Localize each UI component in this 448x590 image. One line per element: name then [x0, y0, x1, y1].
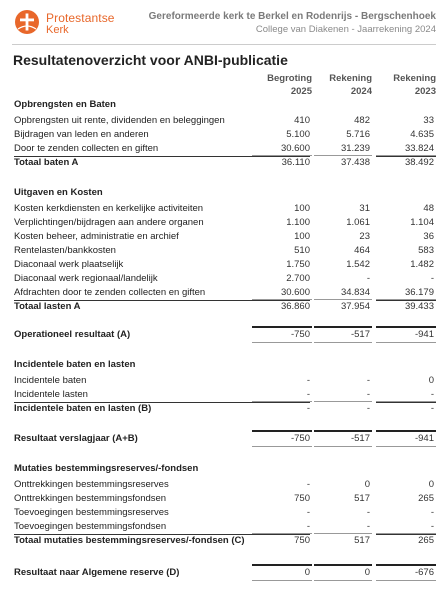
row-value-col3: - [430, 403, 434, 414]
row-value-col1: -750 [290, 433, 310, 444]
row-value-col2: 1.542 [346, 259, 370, 270]
row-value-col2: - [366, 389, 370, 400]
row-value-col3: -676 [414, 567, 434, 578]
total-row [0, 156, 448, 169]
row-value-col3: - [430, 521, 434, 532]
row-label: Resultaat naar Algemene reserve (D) [14, 567, 180, 578]
row-value-col1: 750 [294, 493, 310, 504]
row-label: Afdrachten door te zenden collecten en giften [14, 287, 206, 298]
row-value-col2: 1.061 [346, 217, 370, 228]
row-value-col2: 23 [359, 231, 370, 242]
subtotal-rule [314, 533, 372, 534]
table-row [0, 230, 448, 243]
row-value-col2: -517 [350, 433, 370, 444]
result-row [0, 328, 448, 341]
row-label: Bijdragen van leden en anderen [14, 129, 149, 140]
row-value-col2: 464 [354, 245, 370, 256]
row-label: Opbrengsten en Baten [14, 99, 116, 110]
row-value-col2: -517 [350, 329, 370, 340]
table-row [0, 272, 448, 285]
row-value-col2: 0 [364, 567, 370, 578]
row-label: Totaal lasten A [14, 301, 81, 312]
result-underline [376, 446, 436, 447]
row-value-col2: 37.438 [340, 157, 370, 168]
table-row [0, 506, 448, 519]
row-value-col3: 265 [418, 493, 434, 504]
row-label: Onttrekkingen bestemmingsfondsen [14, 493, 167, 504]
row-value-col1: 1.750 [286, 259, 310, 270]
total-underline [376, 402, 436, 403]
total-underline [376, 156, 436, 157]
table-row [0, 286, 448, 299]
row-value-col2: - [366, 403, 370, 414]
total-underline [14, 156, 310, 157]
row-value-col2: 31.239 [340, 143, 370, 154]
row-label: Uitgaven en Kosten [14, 187, 103, 198]
row-value-col3: 48 [423, 203, 434, 214]
row-value-col1: - [306, 375, 310, 386]
row-value-col2: - [366, 273, 370, 284]
row-value-col3: - [430, 273, 434, 284]
result-rule [252, 430, 312, 432]
result-underline [376, 580, 436, 581]
table-row [0, 388, 448, 401]
table-row [0, 216, 448, 229]
row-value-col1: - [306, 507, 310, 518]
row-value-col2: 482 [354, 115, 370, 126]
row-value-col3: -941 [414, 329, 434, 340]
row-label: Onttrekkingen bestemmingsreserves [14, 479, 169, 490]
organization-name: Gereformeerde kerk te Berkel en Rodenrijs - Bergschenhoek [148, 11, 436, 22]
row-label: Mutaties bestemmingsreserves/-fondsen [14, 463, 199, 474]
table-row [0, 142, 448, 155]
result-rule [314, 326, 372, 328]
row-value-col1: 5.100 [286, 129, 310, 140]
logo-name: Protestantse [46, 11, 115, 25]
result-rule [314, 430, 372, 432]
page-header [0, 0, 448, 44]
row-value-col3: 36.179 [404, 287, 434, 298]
row-label: Opbrengsten uit rente, dividenden en beleggingen [14, 115, 225, 126]
row-value-col1: - [306, 479, 310, 490]
total-underline [376, 300, 436, 301]
result-rule [314, 564, 372, 566]
row-label: Totaal mutaties bestemmingsreserves/-fondsen (C) [14, 535, 245, 546]
row-value-col1: 30.600 [280, 143, 310, 154]
row-value-col3: 0 [428, 479, 434, 490]
row-value-col3: 0 [428, 375, 434, 386]
result-rule [376, 326, 436, 328]
result-rule [376, 564, 436, 566]
row-value-col3: 1.104 [410, 217, 434, 228]
table-row [0, 374, 448, 387]
total-underline [14, 300, 310, 301]
document-subtitle: College van Diakenen - Jaarrekening 2024 [255, 24, 436, 35]
total-row [0, 300, 448, 313]
result-underline [314, 342, 372, 343]
row-value-col3: 1.482 [410, 259, 434, 270]
table-row [0, 478, 448, 491]
result-row [0, 432, 448, 445]
total-row [0, 402, 448, 415]
row-value-col2: 34.834 [340, 287, 370, 298]
row-value-col2: 517 [354, 493, 370, 504]
table-row [0, 128, 448, 141]
page-title: Resultatenoverzicht voor ANBI-publicatie [13, 52, 288, 68]
subtotal-rule [314, 299, 372, 300]
row-value-col1: 100 [294, 231, 310, 242]
cross-logo-icon [14, 9, 40, 35]
row-value-col1: 410 [294, 115, 310, 126]
row-value-col2: - [366, 375, 370, 386]
row-value-col3: 38.492 [404, 157, 434, 168]
row-value-col2: 0 [364, 479, 370, 490]
row-value-col2: 517 [354, 535, 370, 546]
row-label: Rentelasten/bankkosten [14, 245, 116, 256]
row-value-col1: 1.100 [286, 217, 310, 228]
total-underline [376, 534, 436, 535]
section-heading [0, 462, 448, 475]
row-value-col3: - [430, 507, 434, 518]
total-underline [14, 534, 310, 535]
row-label: Door te zenden collecten en giften [14, 143, 159, 154]
row-value-col1: 510 [294, 245, 310, 256]
row-value-col2: 5.716 [346, 129, 370, 140]
row-label: Kosten kerkdiensten en kerkelijke activiteiten [14, 203, 204, 214]
row-value-col3: 4.635 [410, 129, 434, 140]
row-value-col2: 37.954 [340, 301, 370, 312]
row-value-col3: 265 [418, 535, 434, 546]
row-value-col2: - [366, 507, 370, 518]
subtotal-rule [314, 155, 372, 156]
row-value-col3: 33 [423, 115, 434, 126]
row-value-col1: 30.600 [280, 287, 310, 298]
row-value-col3: 583 [418, 245, 434, 256]
row-value-col3: - [430, 389, 434, 400]
row-value-col3: -941 [414, 433, 434, 444]
row-value-col3: 39.433 [404, 301, 434, 312]
result-underline [314, 446, 372, 447]
table-row [0, 492, 448, 505]
row-label: Diaconaal werk regionaal/landelijk [14, 273, 158, 284]
row-value-col1: 36.860 [280, 301, 310, 312]
result-underline [252, 342, 312, 343]
row-label: Verplichtingen/bijdragen aan andere organen [14, 217, 204, 228]
row-label: Toevoegingen bestemmingsreserves [14, 507, 169, 518]
row-label: Incidentele lasten [14, 389, 88, 400]
row-value-col2: 31 [359, 203, 370, 214]
header-divider [12, 44, 436, 45]
row-value-col1: 2.700 [286, 273, 310, 284]
row-label: Totaal baten A [14, 157, 79, 168]
result-rule [376, 430, 436, 432]
row-label: Operationeel resultaat (A) [14, 329, 131, 340]
column-header-rekening-2024: Rekening 2024 [329, 73, 372, 97]
row-value-col1: -750 [290, 329, 310, 340]
column-header-begroting-2025: Begroting 2025 [267, 73, 312, 97]
row-label: Kosten beheer, administratie en archief [14, 231, 179, 242]
row-label: Incidentele baten en lasten [14, 359, 136, 370]
row-label: Incidentele baten [14, 375, 87, 386]
row-value-col1: - [306, 521, 310, 532]
result-underline [376, 342, 436, 343]
row-value-col1: 750 [294, 535, 310, 546]
logo-sub: Kerk [46, 24, 69, 36]
total-row [0, 534, 448, 547]
table-row [0, 114, 448, 127]
row-value-col1: 100 [294, 203, 310, 214]
result-underline [314, 580, 372, 581]
table-row [0, 244, 448, 257]
section-heading [0, 358, 448, 371]
row-value-col1: - [306, 389, 310, 400]
row-value-col2: - [366, 521, 370, 532]
result-underline [252, 446, 312, 447]
section-heading [0, 98, 448, 111]
result-rule [252, 564, 312, 566]
table-row [0, 258, 448, 271]
row-label: Diaconaal werk plaatselijk [14, 259, 124, 270]
church-logo [14, 9, 154, 39]
row-value-col3: 33.824 [404, 143, 434, 154]
table-row [0, 202, 448, 215]
row-value-col1: 36.110 [281, 157, 310, 168]
column-header-rekening-2023: Rekening 2023 [393, 73, 436, 97]
subtotal-rule [314, 401, 372, 402]
row-value-col3: 36 [423, 231, 434, 242]
row-value-col1: 0 [304, 567, 310, 578]
result-rule [252, 326, 312, 328]
section-heading [0, 186, 448, 199]
row-label: Toevoegingen bestemmingsfondsen [14, 521, 167, 532]
row-label: Incidentele baten en lasten (B) [14, 403, 152, 414]
row-label: Resultaat verslagjaar (A+B) [14, 433, 138, 444]
total-underline [14, 402, 310, 403]
table-row [0, 520, 448, 533]
result-underline [252, 580, 312, 581]
result-row [0, 566, 448, 579]
row-value-col1: - [306, 403, 310, 414]
